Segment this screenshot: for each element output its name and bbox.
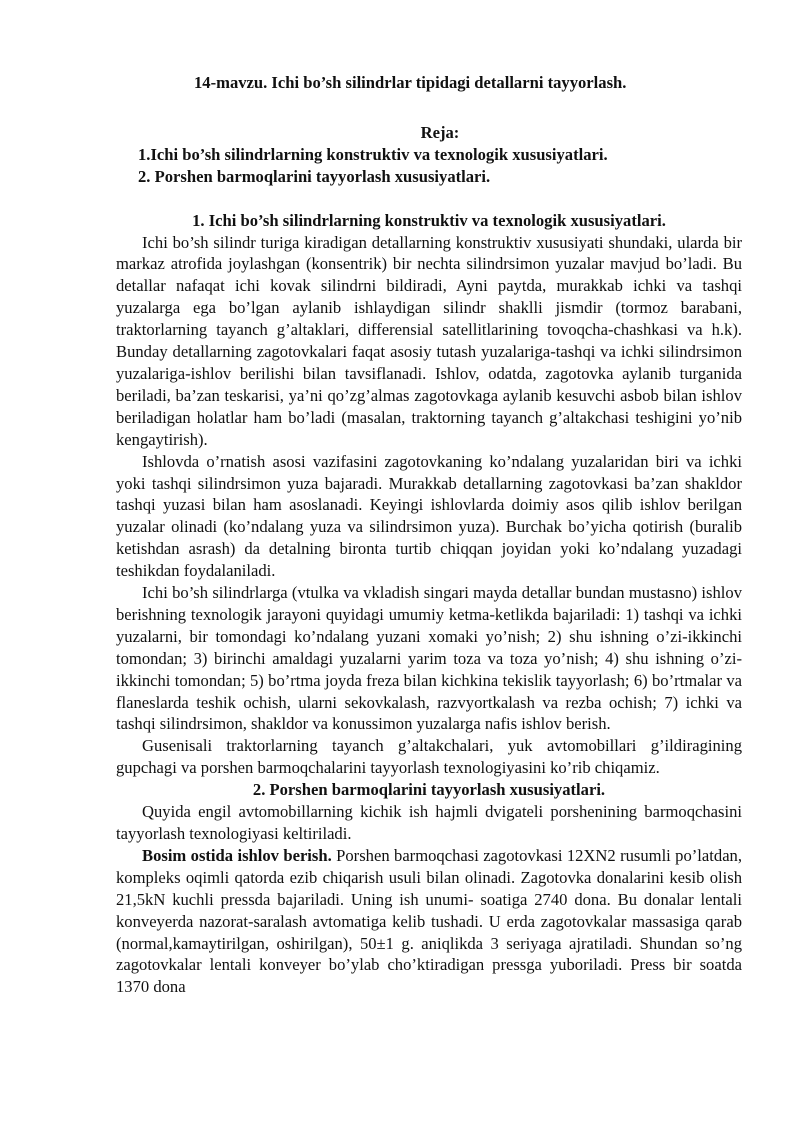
section1-paragraph: Gusenisali traktorlarning tayanch g’altakchalari, yuk avtomobillari g’ildiragining gupchagi va porshen barmoqchalarini tayyorlash texnologiyasini ko’rib chiqamiz. bbox=[116, 736, 742, 778]
section1-paragraph: Ichi bo’sh silindr turiga kiradigan detallarning konstruktiv xususiyati shundaki, ularda bir markaz atrofida joylashgan (konsentrik) bir nechta silindrsimon yuzalar mavjud bo’ladi. Bu detallar nafaqat ichi kovak silindrni bildiradi, Ayni paytda, murakkab ichki va tashqi yuzalarga ega bo’lgan aylanib ishlaydigan silindr shaklli jismdir (tormoz barabani, traktorlarning tayanch g’altaklari, differensial satellitlarining tovoqcha-chashkasi va h.k). Bunday detallarning zagotovkalari faqat asosiy tutash yuzalariga-tashqi va ichki silindrsimon yuzalariga-ishlov berilishi bilan tavsiflanadi. Ishlov, odatda, zagotovka aylanib turganida beriladi, ba’zan teskarisi, ya’ni qo’zg’almas zagotovkaga aylanib kesuvchi asbob bilan ishlov beriladigan holatlar ham bo’ladi (masalan, traktorning tayanch g’altakchasi teshigini yo’nib kengaytirish). bbox=[116, 232, 742, 449]
section2-intro: Quyida engil avtomobillarning kichik ish hajmli dvigateli porshenining barmoqchasini tayyorlash texnologiyasi keltiriladi. bbox=[116, 802, 742, 843]
paragraph-lead: Bosim ostida ishlov berish. bbox=[142, 845, 332, 865]
plan-list bbox=[116, 144, 742, 188]
section1-paragraph: Ishlovda o’rnatish asosi vazifasini zagotovkaning ko’ndalang yuzalaridan biri va ichki yoki tashqi silindrsimon yuza bajaradi. Murakkab detallarning zagotovkasi ba’zan shakldor tashqi yuzasi bilan ham asoslanadi. Keyingi ishlovlarda doimiy asos qilib ishlov berilgan yuzalar olinadi (ko’ndalang yuza va silindrsimon yuza). Burchak bo’yicha qotirish (buralib ketishdan asrash) da detalning bironta turtib chiqqan joyidan yoki ko’ndalang yuzadagi teshikdan foydalaniladi. bbox=[116, 451, 742, 581]
document-page bbox=[116, 72, 742, 998]
paragraph-body: Porshen barmoqchasi zagotovkasi 12XN2 rusumli po’latdan, kompleks oqimli qatorda ezib chiqarish usuli bilan olinadi. Zagotovka donalarini kesib olish 21,5kN kuchli pressda bajariladi. Uning ish unumi- soatiga 2740 dona. Bu donalar lentali konveyerda nazorat-saralash avtomatiga kelib tushadi. U erda zagotovkalar massasiga qarab (normal,kamaytirilgan, oshirilgan), 50±1 g. aniqlikda 3 seriyaga ajratiladi. Shundan so’ng zagotovkalar lentali konveyer bo’ylab cho’ktiradigan pressga yuboriladi. Press bir soatda 1370 dona bbox=[116, 845, 742, 997]
section2-paragraph bbox=[116, 845, 742, 998]
document-title: 14-mavzu. Ichi bo’sh silindrlar tipidagi detallarni tayyorlash. bbox=[194, 73, 627, 92]
plan-item: 2. Porshen barmoqlarini tayyorlash xususiyatlari. bbox=[138, 166, 491, 186]
plan-heading: Reja: bbox=[420, 122, 460, 142]
section2-heading: 2. Porshen barmoqlarini tayyorlash xususiyatlari. bbox=[252, 780, 606, 800]
section1-heading: 1. Ichi bo’sh silindrlarning konstruktiv va texnologik xususiyatlari. bbox=[192, 210, 666, 230]
section1-paragraph: Ichi bo’sh silindrlarga (vtulka va vkladish singari mayda detallar bundan mustasno) ishlov berishning texnologik jarayoni quyidagi umumiy ketma-ketlikda bajariladi: 1) tashqi va ichki yuzalarni, bir tomondagi ko’ndalang yuzani xomaki yo’nish; 2) shu ishning o’zi-ikkinchi tomondan; 3) birinchi amaldagi yuzalarni yarim toza va toza yo’nish; 4) shu ishning o’zi-ikkinchi tomondan; 5) bo’rtma joyda freza bilan kichkina tekislik tayyorlash; 6) bo’rtmalar va flaneslarda teshik ochish, ularni sekovkalash, razvyortkalash va rezba ochish; 7) ichki va tashqi silindrsimon, shakldor va konussimon yuzalarga nafis ishlov berish. bbox=[116, 583, 742, 734]
plan-item: 1.Ichi bo’sh silindrlarning konstruktiv va texnologik xususiyatlari. bbox=[138, 144, 608, 164]
